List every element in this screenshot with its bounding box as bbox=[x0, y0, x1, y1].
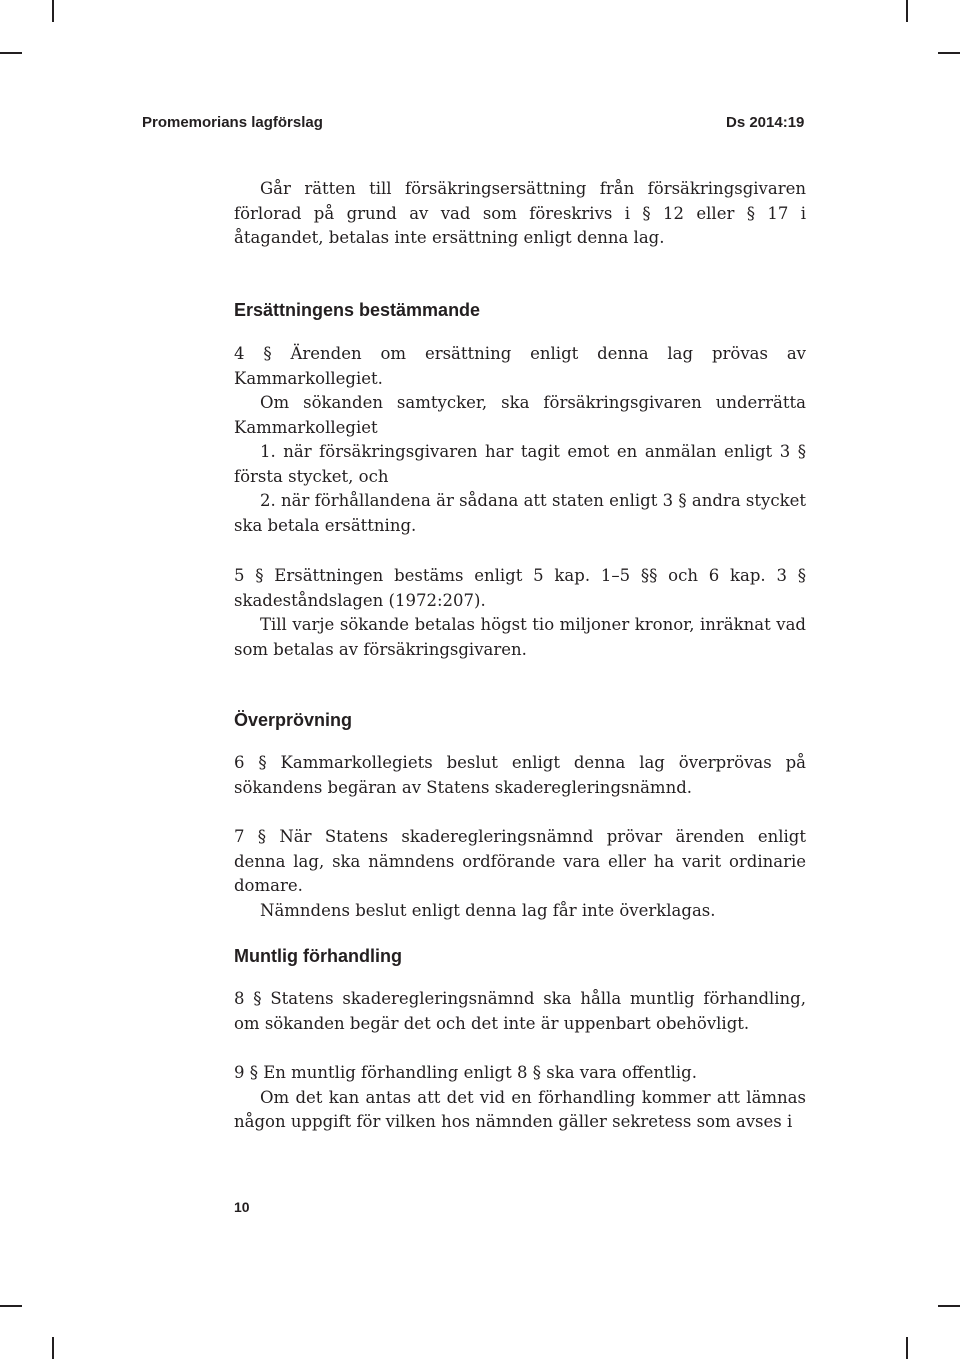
section-body bbox=[234, 825, 806, 923]
paragraph: Till varje sökande betalas högst tio miljoner kronor, inräknat vad som betalas av försäkringsgivaren. bbox=[234, 615, 806, 659]
section-body bbox=[234, 987, 806, 1036]
paragraph: Går rätten till försäkringsersättning från försäkringsgivaren förlorad på grund av vad som föreskrivs i § 12 eller § 17 i åtagandet, betalas inte ersättning enligt denna lag. bbox=[234, 179, 806, 247]
paragraph-8: 8 § Statens skaderegleringsnämnd ska hålla muntlig förhandling, om sökanden begär det och det inte är uppenbart obehövligt. bbox=[234, 989, 806, 1033]
page-number: 10 bbox=[234, 1199, 250, 1215]
section-body bbox=[234, 1061, 806, 1135]
paragraph-9: 9 § En muntlig förhandling enligt 8 § ska vara offentlig. bbox=[234, 1063, 697, 1082]
list-item: 1. när försäkringsgivaren har tagit emot en anmälan enligt 3 § första stycket, och bbox=[234, 442, 806, 486]
paragraph: Nämndens beslut enligt denna lag får inte överklagas. bbox=[260, 900, 716, 920]
running-header-doc-id: Ds 2014:19 bbox=[726, 114, 805, 131]
running-header-title: Promemorians lagförslag bbox=[142, 114, 323, 131]
section-body bbox=[234, 751, 806, 800]
crop-mark bbox=[906, 1337, 908, 1359]
list-item: 2. när förhållandena är sådana att staten enligt 3 § andra stycket ska betala ersättning. bbox=[234, 491, 806, 535]
section-heading: Muntlig förhandling bbox=[234, 946, 402, 966]
paragraph-4: 4 § Ärenden om ersättning enligt denna lag prövas av Kammarkollegiet. bbox=[234, 344, 806, 388]
crop-mark bbox=[906, 0, 908, 22]
crop-mark bbox=[52, 0, 54, 22]
paragraph: Om det kan antas att det vid en förhandling kommer att lämnas någon uppgift för vilken hos nämnden gäller sekretess som avses i bbox=[234, 1087, 806, 1131]
crop-mark bbox=[52, 1337, 54, 1359]
section-body bbox=[234, 342, 806, 538]
section-body bbox=[234, 564, 806, 662]
paragraph-5: 5 § Ersättningen bestäms enligt 5 kap. 1–5 §§ och 6 kap. 3 § skadeståndslagen (1972:207). bbox=[234, 566, 806, 610]
crop-mark bbox=[938, 52, 960, 54]
paragraph-7: 7 § När Statens skaderegleringsnämnd prövar ärenden enligt denna lag, ska nämndens ordförande vara eller ha varit ordinarie domare. bbox=[234, 827, 806, 895]
section-heading: Överprövning bbox=[234, 710, 353, 730]
crop-mark bbox=[0, 52, 22, 54]
paragraph: Om sökanden samtycker, ska försäkringsgivaren underrätta Kammarkollegiet bbox=[234, 393, 806, 437]
crop-mark bbox=[938, 1305, 960, 1307]
crop-mark bbox=[0, 1305, 22, 1307]
section-heading: Ersättningens bestämmande bbox=[234, 300, 481, 320]
paragraph-6: 6 § Kammarkollegiets beslut enligt denna lag överprövas på sökandens begäran av Statens skaderegleringsnämnd. bbox=[234, 753, 806, 797]
intro-block bbox=[234, 177, 806, 251]
